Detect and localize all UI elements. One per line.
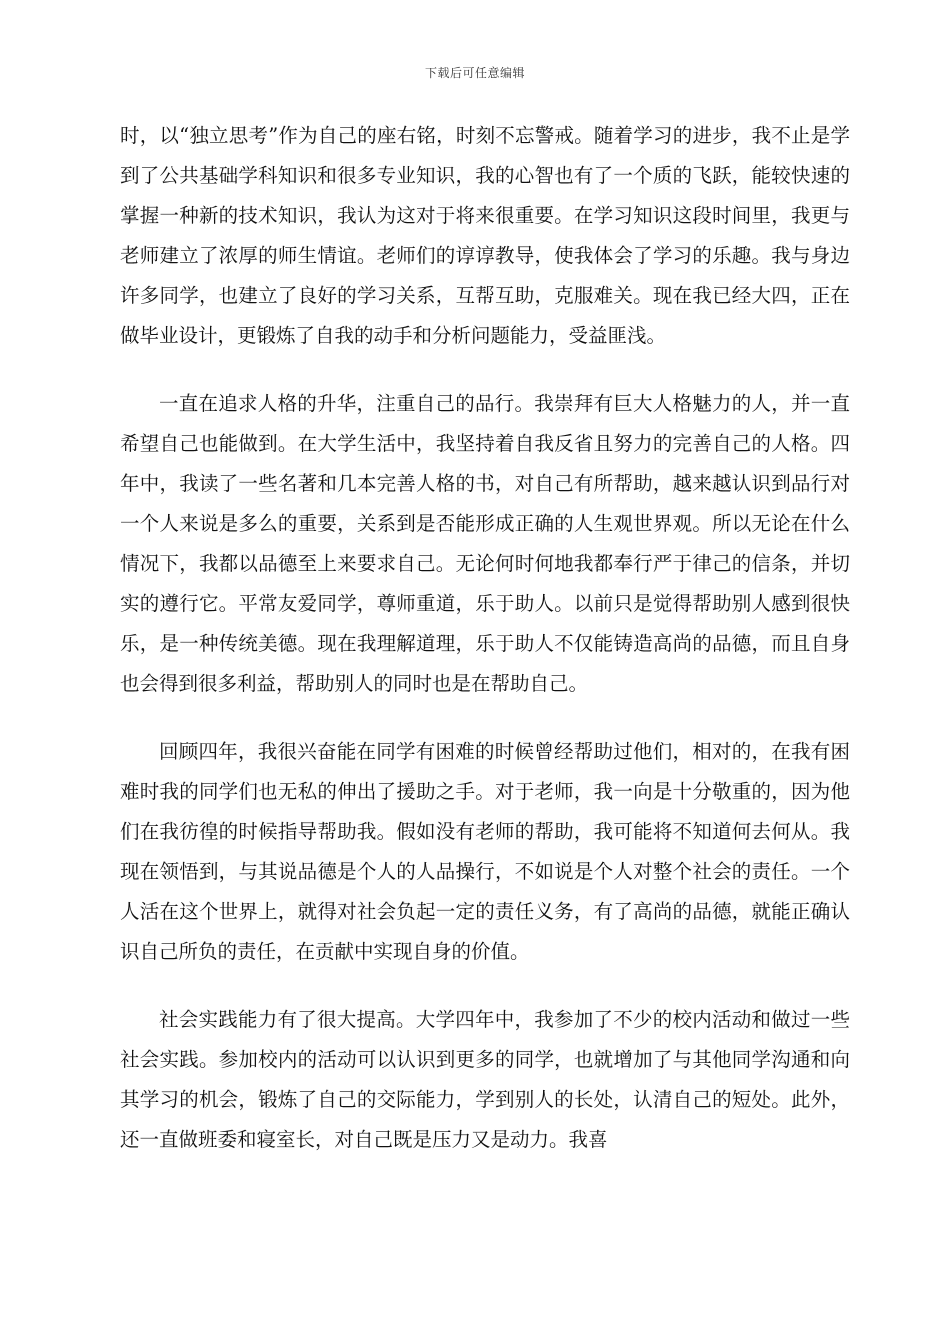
document-body	[120, 116, 850, 1188]
paragraph-character: 一直在追求人格的升华，注重自己的品行。我崇拜有巨大人格魅力的人，并一直希望自己也能做到。在大学生活中，我坚持着自我反省且努力的完善自己的人格。四年中，我读了一些名著和几本完善人格的书，对自己有所帮助，越来越认识到品行对一个人来说是多么的重要，关系到是否能形成正确的人生观世界观。所以无论在什么情况下，我都以品德至上来要求自己。无论何时何地我都奉行严于律己的信条，并切实的遵行它。平常友爱同学，尊师重道，乐于助人。以前只是觉得帮助别人感到很快乐，是一种传统美德。现在我理解道理，乐于助人不仅能铸造高尚的品德，而且自身也会得到很多利益，帮助别人的同时也是在帮助自己。	[120, 392, 850, 695]
page-header: 下载后可任意编辑	[424, 66, 525, 80]
paragraph-review: 回顾四年，我很兴奋能在同学有困难的时候曾经帮助过他们，相对的，在我有困难时我的同学们也无私的伸出了援助之手。对于老师，我一向是十分敬重的，因为他们在我彷徨的时候指导帮助我。假如没有老师的帮助，我可能将不知道何去何从。我现在领悟到，与其说品德是个人的人品操行，不如说是个人对整个社会的责任。一个人活在这个世界上，就得对社会负起一定的责任义务，有了高尚的品德，就能正确认识自己所负的责任，在贡献中实现自身的价值。	[120, 740, 850, 963]
paragraph-continuation: 时，以“独立思考”作为自己的座右铭，时刻不忘警戒。随着学习的进步，我不止是学到了公共基础学科知识和很多专业知识，我的心智也有了一个质的飞跃，能较快速的掌握一种新的技术知识，我认为这对于将来很重要。在学习知识这段时间里，我更与老师建立了浓厚的师生情谊。老师们的谆谆教导，使我体会了学习的乐趣。我与身边许多同学，也建立了良好的学习关系，互帮互助，克服难关。现在我已经大四，正在做毕业设计，更锻炼了自我的动手和分析问题能力，受益匪浅。	[120, 124, 850, 347]
paragraph-social-practice: 社会实践能力有了很大提高。大学四年中，我参加了不少的校内活动和做过一些社会实践。参加校内的活动可以认识到更多的同学，也就增加了与其他同学沟通和向其学习的机会，锻炼了自己的交际能力，学到别人的长处，认清自己的短处。此外，还一直做班委和寝室长，对自己既是压力又是动力。我喜	[120, 1008, 850, 1151]
